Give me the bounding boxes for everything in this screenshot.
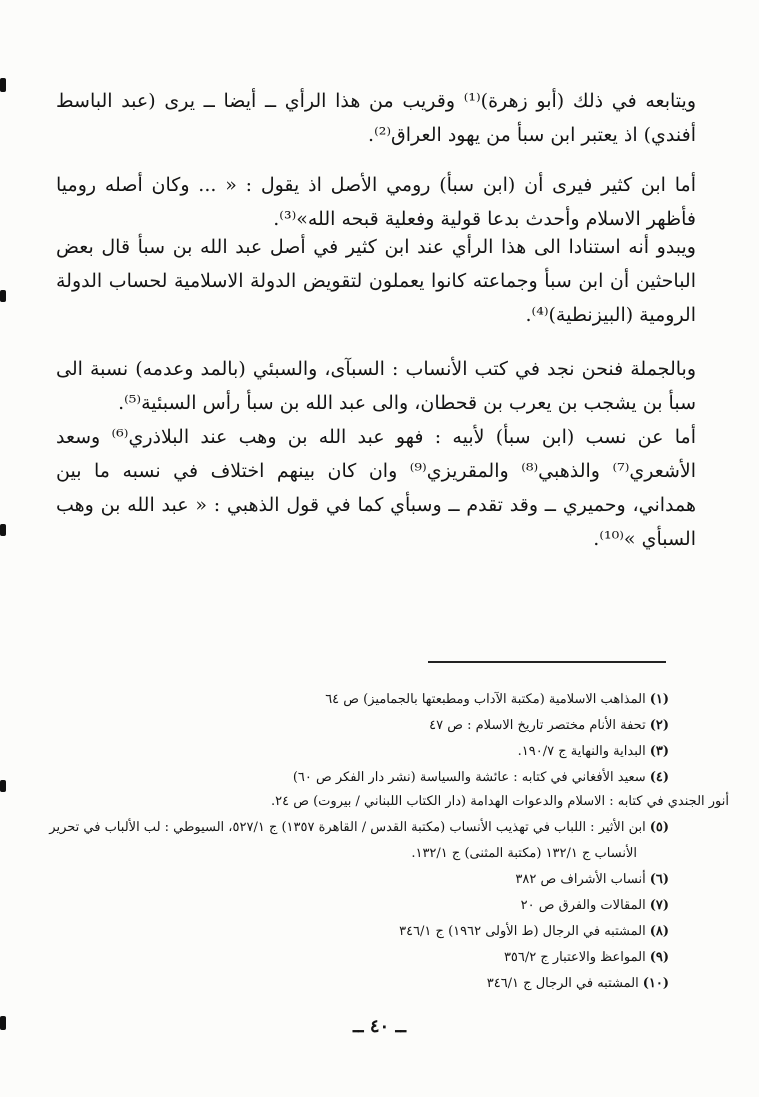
- binding-mark: [0, 524, 6, 536]
- footnote-1: (١)المذاهب الاسلامية (مكتبة الآداب ومطبعتها بالجماميز) ص ٦٤: [325, 692, 669, 707]
- footnote-4-cont: أنور الجندي في كتابه : الاسلام والدعوات الهدامة (دار الكتاب اللبناني / بيروت) ص ٢٤.: [271, 794, 729, 809]
- footnote-4: (٤)سعيد الأفغاني في كتابه : عائشة والسياسة (نشر دار الفكر ص ٦٠): [292, 770, 669, 785]
- footnote-8: (٨)المشتبه في الرجال (ط الأولى ١٩٦٢) ج ٣٤٦/١: [399, 924, 669, 939]
- footnote-7: (٧)المقالات والفرق ص ٢٠: [520, 898, 669, 913]
- footnote-2: (٢)تحفة الأنام مختصر تاريخ الاسلام : ص ٤٧: [429, 718, 669, 733]
- footnote-5: (٥)ابن الأثير : اللباب في تهذيب الأنساب (مكتبة القدس / القاهرة ١٣٥٧) ج ٥٢٧/١، السيوطي : لب الألباب في تحرير: [49, 820, 669, 835]
- paragraph-1: ويتابعه في ذلك (أبو زهرة)⁽¹⁾ وقريب من هذا الرأي ــ أيضا ــ يرى (عبد الباسط أفندي) اذ يعتبر ابن سبأ من يهود العراق⁽²⁾.: [56, 90, 696, 146]
- footnote-10: (١٠)المشتبه في الرجال ج ٣٤٦/١: [486, 976, 669, 991]
- binding-mark: [0, 290, 6, 302]
- paragraph-5: أما عن نسب (ابن سبأ) لأبيه : فهو عبد الله بن وهب عند البلاذري⁽⁶⁾ وسعد الأشعري⁽⁷⁾ والذهبي⁽⁸⁾ والمقريزي⁽⁹⁾ وان كان بينهم اختلاف في نسبه ما بين همداني، وحميري ــ وقد تقدم ــ وسبأي كما في قول الذهبي : « عبد الله بن وهب السبأي »⁽¹⁰⁾.: [56, 426, 696, 550]
- footnote-9: (٩)المواعظ والاعتبار ج ٣٥٦/٢: [503, 950, 669, 965]
- paragraph-3: ويبدو أنه استنادا الى هذا الرأي عند ابن كثير في أصل عبد الله بن سبأ قال بعض الباحثين أن ابن سبأ وجماعته كانوا يعملون لتقويض الدولة الاسلامية لحساب الدولة الرومية (البيزنطية)⁽⁴⁾.: [56, 236, 696, 326]
- footnote-6: (٦)أنساب الأشراف ص ٣٨٢: [515, 872, 669, 887]
- binding-mark: [0, 780, 6, 792]
- binding-mark: [0, 78, 6, 92]
- paragraph-4: وبالجملة فنحن نجد في كتب الأنساب : السبآى، والسبئي (بالمد وعدمه) نسبة الى سبأ بن يشجب بن يعرب بن قحطان، والى عبد الله بن سبأ رأس السبئية⁽⁵⁾.: [56, 358, 696, 414]
- footnote-3: (٣)البداية والنهاية ج ١٩٠/٧.: [517, 744, 669, 759]
- page-number: ــ ٤٠ ــ: [353, 1016, 406, 1037]
- footnote-divider: [428, 661, 666, 663]
- paragraph-2: أما ابن كثير فيرى أن (ابن سبأ) رومي الأصل اذ يقول : « ... وكان أصله روميا فأظهر الاسلام وأحدث بدعا قولية وفعلية قبحه الله»⁽³⁾.: [56, 174, 696, 230]
- footnote-5-cont: الأنساب ج ١٣٢/١ (مكتبة المثنى) ج ١٣٢/١.: [411, 846, 637, 861]
